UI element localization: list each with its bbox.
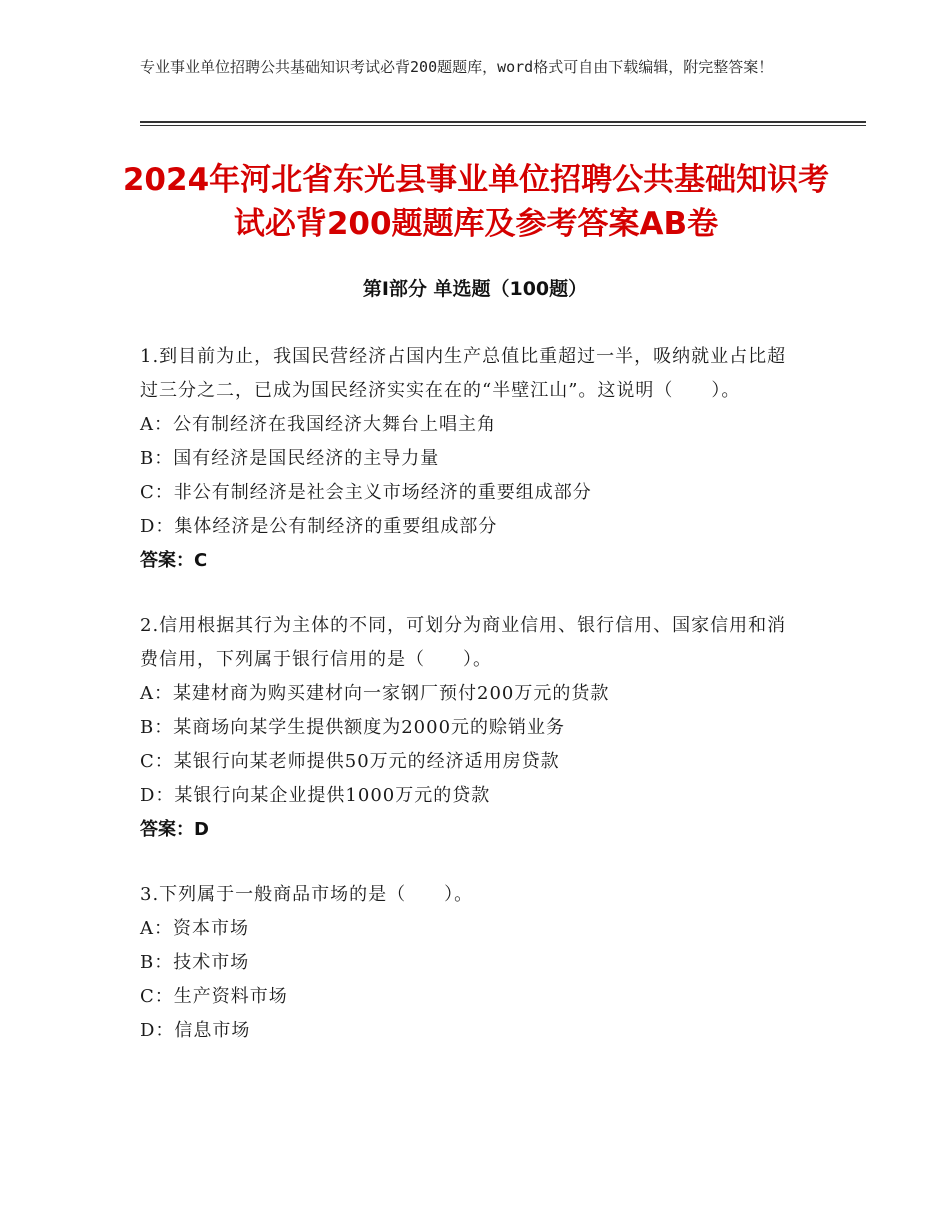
header-rule-thin: [140, 125, 866, 126]
answer-label: 答案：C: [140, 550, 208, 571]
option-c: C：某银行向某老师提供50万元的经济适用房贷款: [140, 751, 560, 772]
option-b: B：某商场向某学生提供额度为2000元的赊销业务: [140, 717, 566, 738]
option-c: C：非公有制经济是社会主义市场经济的重要组成部分: [140, 482, 592, 503]
question-list: [140, 340, 805, 1079]
question-stem: 2.信用根据其行为主体的不同，可划分为商业信用、银行信用、国家信用和消费信用，下列属于银行信用的是（ ）。: [140, 615, 787, 670]
answer-label: 答案：D: [140, 819, 209, 840]
option-a: A：资本市场: [140, 918, 249, 939]
option-d: D：信息市场: [140, 1020, 251, 1041]
question-3: [140, 878, 805, 1048]
option-c: C：生产资料市场: [140, 986, 288, 1007]
question-stem: 1.到目前为止，我国民营经济占国内生产总值比重超过一半，吸纳就业占比超过三分之二，已成为国民经济实实在在的“半壁江山”。这说明（ ）。: [140, 346, 787, 401]
option-d: D：某银行向某企业提供1000万元的贷款: [140, 785, 491, 806]
option-a: A：公有制经济在我国经济大舞台上唱主角: [140, 414, 496, 435]
question-1: [140, 340, 805, 578]
option-d: D：集体经济是公有制经济的重要组成部分: [140, 516, 498, 537]
option-a: A：某建材商为购买建材向一家钢厂预付200万元的货款: [140, 683, 610, 704]
option-b: B：技术市场: [140, 952, 250, 973]
question-stem: 3.下列属于一般商品市场的是（ ）。: [140, 884, 474, 905]
section-heading: 第Ⅰ部分 单选题（100题）: [362, 278, 588, 300]
option-b: B：国有经济是国民经济的主导力量: [140, 448, 440, 469]
header-note: 专业事业单位招聘公共基础知识考试必背200题题库，word格式可自由下载编辑，附完整答案！: [140, 58, 774, 76]
question-2: [140, 609, 805, 847]
document-title: 2024年河北省东光县事业单位招聘公共基础知识考试必背200题题库及参考答案AB卷: [122, 162, 830, 242]
header-rule-thick: [140, 121, 866, 123]
